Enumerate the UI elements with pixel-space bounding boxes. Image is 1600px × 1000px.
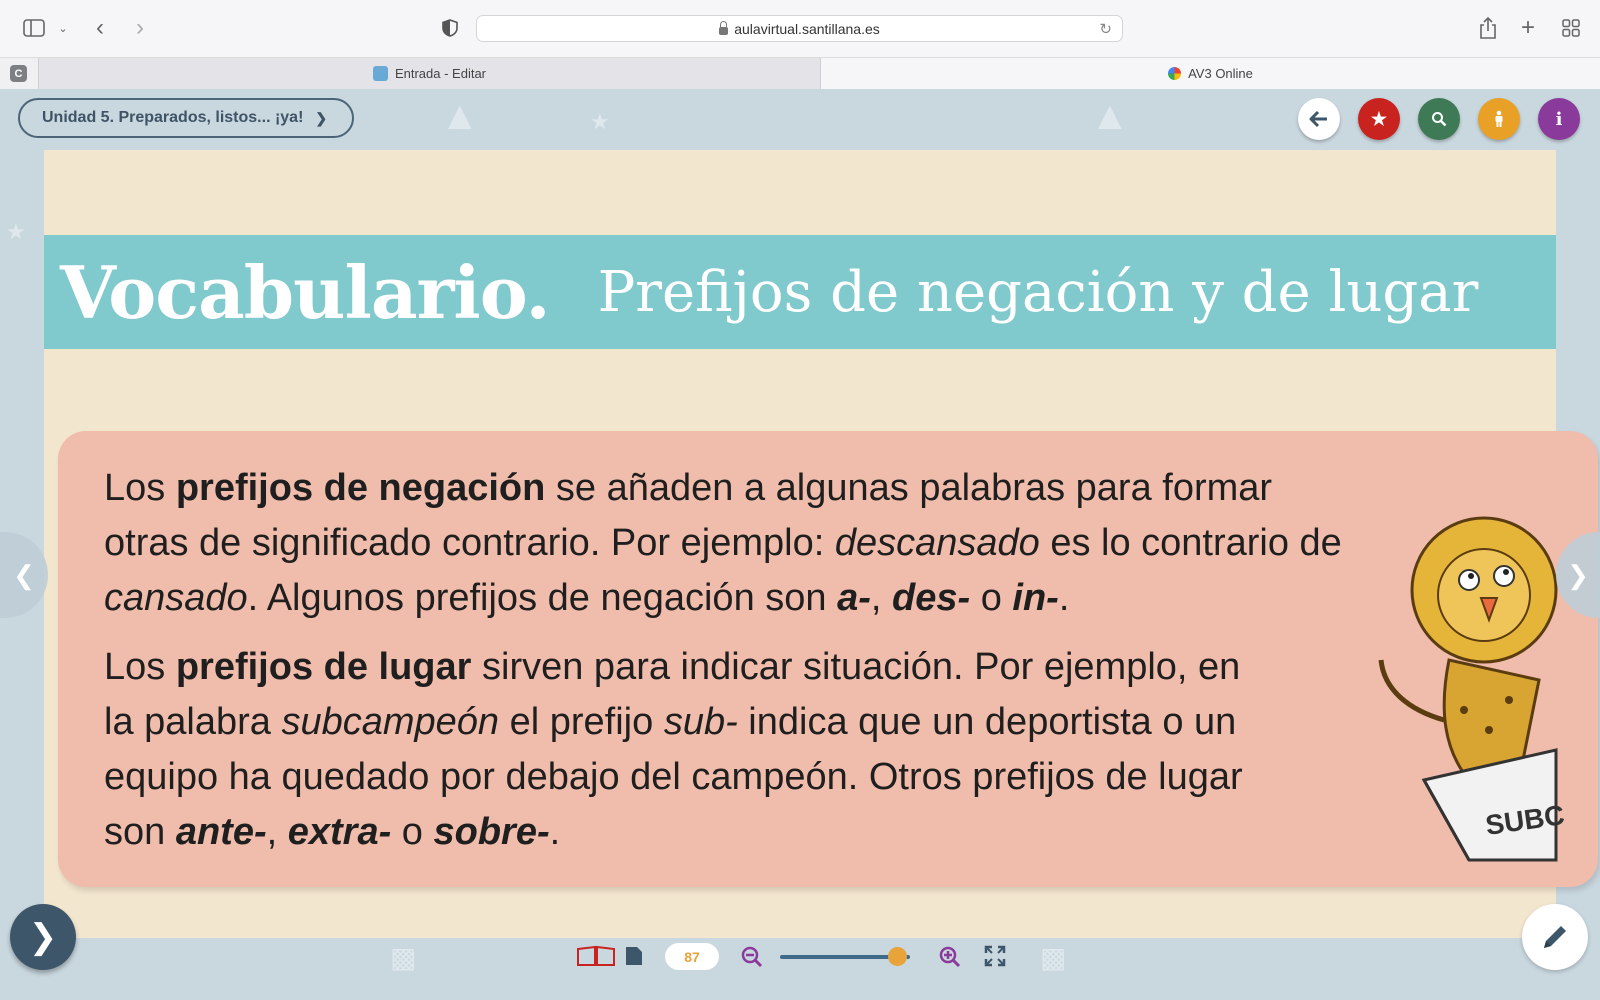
- lion-illustration: [1369, 480, 1567, 860]
- back-arrow-icon[interactable]: ‹: [96, 14, 104, 41]
- blogger-icon: [373, 66, 388, 81]
- app-area: [0, 89, 1600, 1000]
- sidebar-icon[interactable]: [22, 16, 46, 40]
- example-word: subcampeón: [281, 701, 500, 743]
- keyword-prefijos-de-negacion: prefijos de negación: [175, 467, 546, 509]
- page-number[interactable]: 87: [665, 943, 719, 970]
- favorites-button[interactable]: [1358, 98, 1400, 140]
- back-button[interactable]: [1298, 98, 1340, 140]
- zoom-slider-handle[interactable]: [888, 947, 907, 966]
- url-text: aulavirtual.santillana.es: [734, 20, 880, 37]
- text-run: es lo contrario de: [1039, 522, 1342, 564]
- definition-box: [58, 431, 1598, 887]
- zoom-out-icon[interactable]: [740, 945, 764, 969]
- address-bar[interactable]: [476, 15, 1123, 42]
- share-icon[interactable]: [1478, 16, 1498, 40]
- chevron-right-icon: ❯: [1567, 559, 1589, 590]
- tab-label: Entrada - Editar: [394, 66, 487, 81]
- info-button[interactable]: [1538, 98, 1580, 140]
- prefix-example: in-: [1012, 577, 1059, 619]
- text-run: indica que un deportista o un equipo ha quedado por debajo del campeón. Otros prefijos de lugar son: [104, 701, 1243, 853]
- book-page: [44, 150, 1567, 938]
- background-decoration: ▲: [440, 94, 480, 138]
- prefix-example: extra-: [287, 811, 392, 853]
- tab-label: AV3 Online: [1188, 66, 1253, 81]
- double-page-icon[interactable]: [576, 945, 616, 967]
- page-subtitle: Prefijos de negación y de lugar: [597, 259, 1479, 325]
- text-run: ,: [870, 577, 893, 619]
- google-icon: [1168, 67, 1181, 80]
- tab-entrada-editar[interactable]: [38, 58, 821, 89]
- text-run: o: [970, 577, 1013, 619]
- page-title: Vocabulario.: [60, 249, 550, 335]
- text-run: .: [1058, 577, 1070, 619]
- accessibility-button[interactable]: [1478, 98, 1520, 140]
- tab-av3-online[interactable]: [821, 58, 1600, 89]
- search-button[interactable]: [1418, 98, 1460, 140]
- tab-overview-icon[interactable]: [1560, 16, 1582, 40]
- text-run: Los: [104, 646, 176, 688]
- unit-selector[interactable]: [18, 98, 354, 138]
- star-icon: ★: [1370, 108, 1388, 129]
- prefix-example: a-: [837, 577, 871, 619]
- background-decoration: ▩: [1040, 942, 1067, 973]
- text-run: .: [549, 811, 561, 853]
- tab-bar: [0, 58, 1600, 90]
- keyword-prefijos-de-lugar: prefijos de lugar: [175, 646, 472, 688]
- lock-icon: [719, 27, 728, 35]
- chevron-right-icon: ❯: [28, 918, 58, 956]
- shield-icon[interactable]: [440, 16, 460, 40]
- prefix-example: ante-: [175, 811, 267, 853]
- fullscreen-icon[interactable]: [984, 945, 1006, 967]
- background-decoration: ▲: [1090, 94, 1130, 138]
- info-icon: i: [1555, 108, 1563, 130]
- text-run: . Algunos prefijos de negación son: [247, 577, 838, 619]
- forward-arrow-icon[interactable]: ›: [136, 14, 144, 41]
- bottom-controls: [0, 937, 1600, 977]
- prefix-example: des-: [892, 577, 971, 619]
- previous-page-button[interactable]: [0, 532, 48, 618]
- box-label: SUBC: [1483, 799, 1567, 841]
- example-word: cansado: [104, 577, 248, 619]
- chevron-down-icon[interactable]: ⌄: [58, 22, 68, 35]
- search-icon: [1431, 111, 1447, 127]
- single-page-icon[interactable]: [624, 945, 644, 967]
- text-run: el prefijo: [499, 701, 664, 743]
- prefix-example: sobre-: [433, 811, 550, 853]
- person-icon: [1493, 110, 1505, 128]
- background-decoration: ★: [590, 109, 610, 134]
- pinned-tab[interactable]: C: [10, 65, 27, 82]
- negation-prefixes-paragraph: [104, 461, 1364, 626]
- text-run: sirven para indicar situación. Por ejemplo, en la palabra: [104, 646, 1241, 743]
- background-decoration: ★: [6, 219, 26, 244]
- example-word: sub-: [663, 701, 738, 743]
- example-word: descansado: [834, 522, 1040, 564]
- browser-toolbar: [0, 0, 1600, 58]
- place-prefixes-paragraph: [104, 640, 1264, 860]
- new-tab-icon[interactable]: +: [1520, 14, 1535, 41]
- unit-selector-label: Unidad 5. Preparados, listos... ¡ya!: [42, 109, 304, 126]
- chevron-down-icon: ❯: [315, 109, 328, 126]
- text-run: Los: [104, 467, 176, 509]
- arrow-left-icon: [1310, 111, 1328, 127]
- chevron-left-icon: ❮: [13, 559, 35, 590]
- text-run: se añaden a algunas palabras para formar otras de significado contrario. Por ejemplo:: [104, 467, 1273, 564]
- page-title-banner: [44, 235, 1556, 349]
- zoom-in-icon[interactable]: [938, 945, 962, 969]
- text-run: o: [391, 811, 434, 853]
- background-decoration: ▩: [390, 942, 417, 973]
- text-run: ,: [266, 811, 288, 853]
- reload-icon[interactable]: ↻: [1099, 21, 1112, 38]
